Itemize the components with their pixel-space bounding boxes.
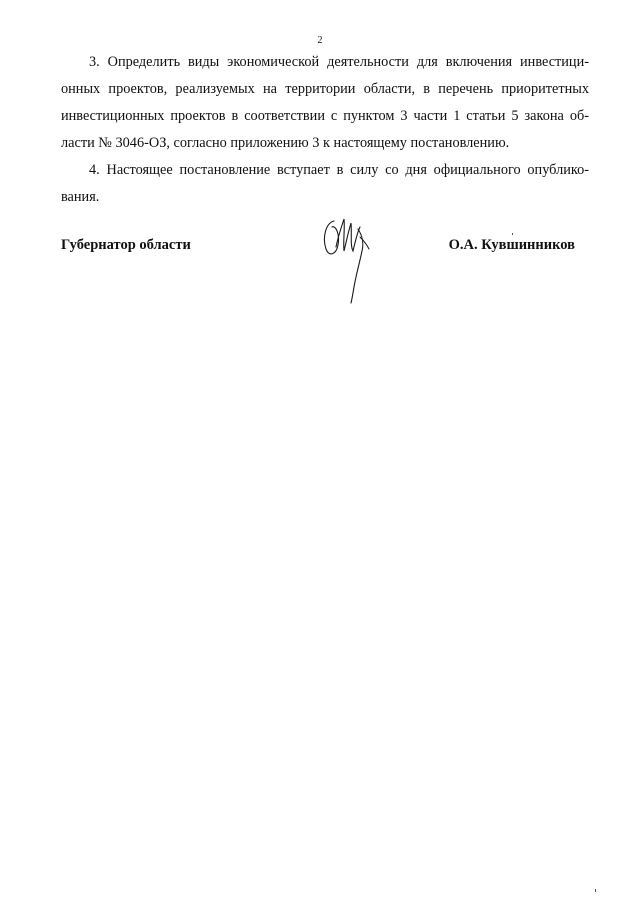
signer-title: Губернатор области xyxy=(61,237,191,253)
scan-speck xyxy=(595,889,596,892)
paragraph-line: вания. xyxy=(61,189,100,205)
document-body xyxy=(61,49,589,211)
signer-name: О.А. Кувшинников xyxy=(448,237,575,253)
page-number: 2 xyxy=(317,35,323,46)
paragraph-line: инвестиционных проектов в соответствии с пунктом 3 части 1 статьи 5 закона об- xyxy=(61,108,589,124)
paragraph-3 xyxy=(61,49,589,157)
paragraph-line: 3. Определить виды экономической деятельности для включения инвестици- xyxy=(89,54,589,70)
paragraph-4 xyxy=(61,157,589,211)
paragraph-line: ласти № 3046-ОЗ, согласно приложению 3 к настоящему постановлению. xyxy=(61,135,510,151)
paragraph-line: 4. Настоящее постановление вступает в силу со дня официального опублико- xyxy=(89,162,589,178)
paragraph-line: онных проектов, реализуемых на территории области, в перечень приоритетных xyxy=(61,81,589,97)
handwritten-signature xyxy=(320,207,380,307)
scan-speck xyxy=(512,233,513,235)
